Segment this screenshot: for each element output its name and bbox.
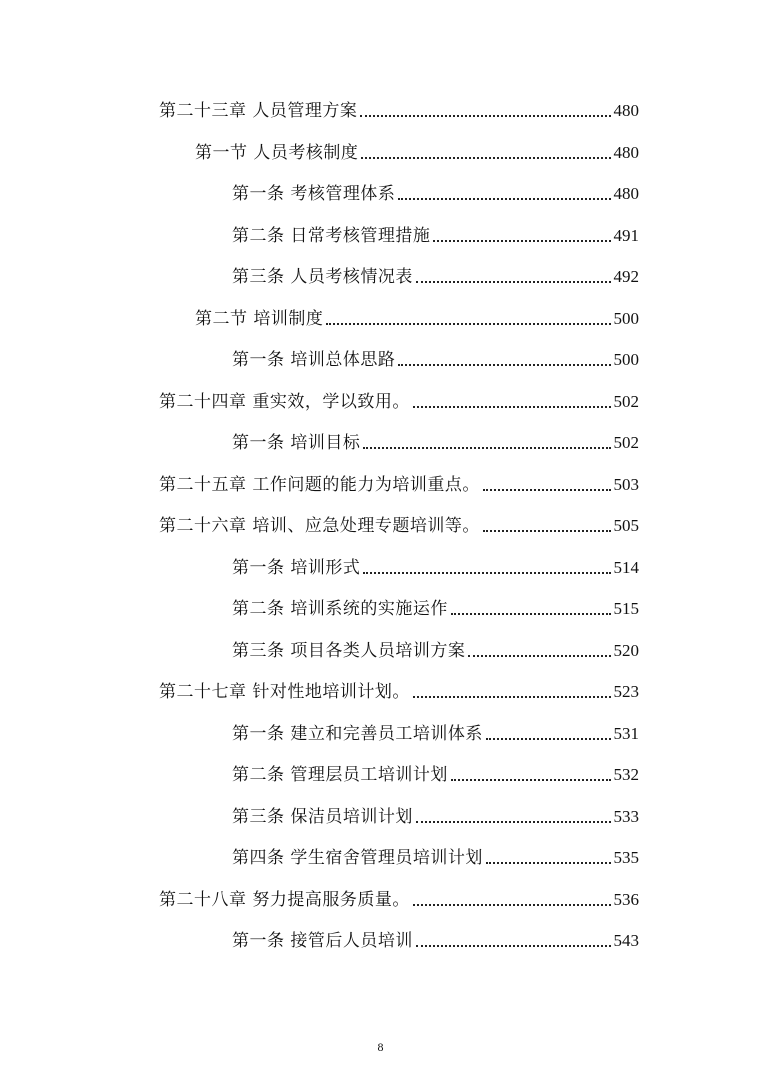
toc-entry-page: 514: [613, 558, 639, 577]
dot-leader: [361, 157, 610, 159]
dot-leader: [398, 364, 610, 366]
toc-entry-article[interactable]: [232, 177, 639, 205]
toc-entry-article[interactable]: [232, 634, 639, 662]
page-number: 8: [377, 1040, 384, 1054]
toc-entry-page: 480: [613, 184, 639, 203]
dot-leader: [486, 738, 611, 740]
toc-entry-page: 492: [613, 267, 639, 286]
toc-entry-article[interactable]: [232, 717, 639, 745]
toc-entry-label: 第二条 管理层员工培训计划: [232, 765, 448, 785]
dot-leader: [413, 696, 611, 698]
toc-entry-label: 第三条 项目各类人员培训方案: [232, 641, 466, 661]
toc-entry-label: 第二节 培训制度: [195, 309, 324, 329]
dot-leader: [483, 489, 611, 491]
dot-leader: [483, 530, 611, 532]
dot-leader: [326, 323, 610, 325]
toc-entry-page: 533: [613, 807, 639, 826]
dot-leader: [486, 862, 611, 864]
dot-leader: [451, 613, 611, 615]
toc-entry-chapter[interactable]: [159, 675, 639, 703]
toc-entry-label: 第一条 考核管理体系: [232, 184, 396, 204]
toc-entry-article[interactable]: [232, 219, 639, 247]
toc-entry-article[interactable]: [232, 343, 639, 371]
toc-entry-page: 480: [613, 101, 639, 120]
toc-entry-label: 第一节 人员考核制度: [195, 143, 359, 163]
toc-entry-article[interactable]: [232, 758, 639, 786]
toc-entry-chapter[interactable]: [159, 94, 639, 122]
toc-entry-label: 第三条 保洁员培训计划: [232, 807, 413, 827]
toc-entry-article[interactable]: [232, 592, 639, 620]
toc-entry-label: 第一条 培训形式: [232, 558, 361, 578]
dot-leader: [363, 572, 610, 574]
toc-entry-page: 500: [613, 309, 639, 328]
dot-leader: [360, 115, 610, 117]
toc-entry-label: 第二十六章 培训、应急处理专题培训等。: [159, 516, 480, 536]
toc-entry-page: 500: [613, 350, 639, 369]
toc-entry-page: 505: [613, 516, 639, 535]
toc-entry-page: 480: [613, 143, 639, 162]
dot-leader: [413, 904, 611, 906]
toc-entry-label: 第二十三章 人员管理方案: [159, 101, 358, 121]
toc-entry-page: 491: [613, 226, 639, 245]
dot-leader: [468, 655, 610, 657]
toc-entry-section[interactable]: [195, 136, 639, 164]
dot-leader: [416, 945, 611, 947]
toc-entry-page: 531: [613, 724, 639, 743]
toc-entry-label: 第一条 建立和完善员工培训体系: [232, 724, 483, 744]
toc-entry-article[interactable]: [232, 260, 639, 288]
dot-leader: [398, 198, 610, 200]
dot-leader: [451, 779, 611, 781]
toc-entry-page: 502: [613, 433, 639, 452]
toc-entry-page: 523: [613, 682, 639, 701]
dot-leader: [433, 240, 610, 242]
toc-entry-label: 第一条 接管后人员培训: [232, 931, 413, 951]
toc-entry-label: 第二十八章 努力提高服务质量。: [159, 890, 410, 910]
toc-entry-article[interactable]: [232, 924, 639, 952]
toc-entry-chapter[interactable]: [159, 468, 639, 496]
toc-entry-page: 503: [613, 475, 639, 494]
dot-leader: [416, 281, 611, 283]
toc-entry-page: 543: [613, 931, 639, 950]
toc-entry-label: 第三条 人员考核情况表: [232, 267, 413, 287]
toc-entry-page: 536: [613, 890, 639, 909]
toc-entry-page: 532: [613, 765, 639, 784]
toc-entry-page: 535: [613, 848, 639, 867]
toc-entry-page: 502: [613, 392, 639, 411]
dot-leader: [413, 406, 611, 408]
toc-entry-label: 第二十四章 重实效，学以致用。: [159, 392, 410, 412]
toc-entry-chapter[interactable]: [159, 883, 639, 911]
dot-leader: [416, 821, 611, 823]
toc-entry-label: 第二十五章 工作问题的能力为培训重点。: [159, 475, 480, 495]
toc-entry-article[interactable]: [232, 551, 639, 579]
toc-entry-label: 第二十七章 针对性地培训计划。: [159, 682, 410, 702]
toc-entry-chapter[interactable]: [159, 385, 639, 413]
toc-entry-label: 第四条 学生宿舍管理员培训计划: [232, 848, 483, 868]
toc-entry-article[interactable]: [232, 841, 639, 869]
toc-entry-label: 第一条 培训总体思路: [232, 350, 396, 370]
toc-entry-article[interactable]: [232, 426, 639, 454]
toc-entry-label: 第一条 培训目标: [232, 433, 361, 453]
dot-leader: [363, 447, 610, 449]
toc-entry-label: 第二条 培训系统的实施运作: [232, 599, 448, 619]
toc-entry-label: 第二条 日常考核管理措施: [232, 226, 431, 246]
toc-entry-page: 515: [613, 599, 639, 618]
toc-entry-article[interactable]: [232, 800, 639, 828]
toc-entry-page: 520: [613, 641, 639, 660]
toc-entry-section[interactable]: [195, 302, 639, 330]
toc-entry-chapter[interactable]: [159, 509, 639, 537]
